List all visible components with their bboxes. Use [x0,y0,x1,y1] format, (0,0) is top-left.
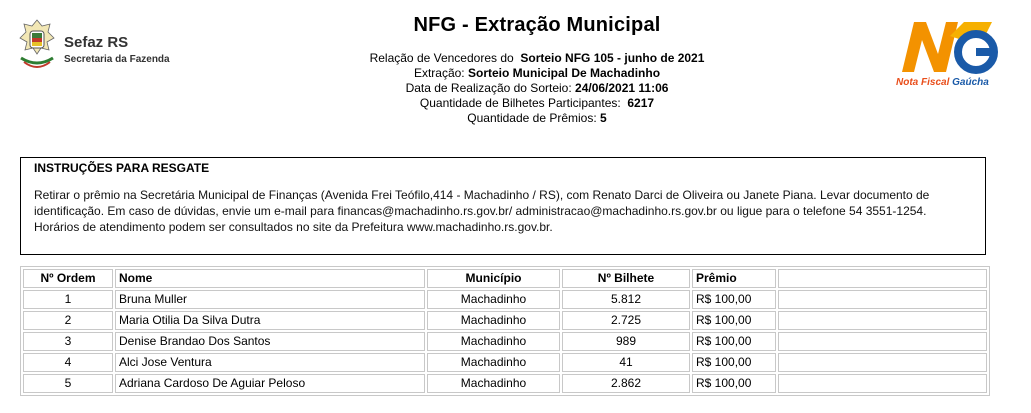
cell-premio: R$ 100,00 [692,332,776,351]
cell-premio: R$ 100,00 [692,374,776,393]
col-header-ordem: Nº Ordem [23,269,113,288]
winners-table [20,266,990,396]
bilhetes-line [300,96,774,111]
org-subtitle: Secretaria da Fazenda [64,54,170,65]
cell-municipio: Machadinho [427,332,560,351]
cell-nome: Denise Brandao Dos Santos [115,332,425,351]
relacao-value: Sorteio NFG 105 - junho de 2021 [520,51,705,65]
col-header-premio: Prêmio [692,269,776,288]
col-header-nome: Nome [115,269,425,288]
cell-ordem: 2 [23,311,113,330]
instructions-title: INSTRUÇÕES PARA RESGATE [34,161,210,175]
nfg-logo-text [896,77,989,88]
bilhetes-label: Quantidade de Bilhetes Participantes: [419,96,621,110]
rs-coat-of-arms-icon [16,18,58,72]
cell-bilhete: 5.812 [562,290,690,309]
col-header-municipio: Município [427,269,560,288]
premios-label: Quantidade de Prêmios: [467,111,597,125]
col-header-bilhete: Nº Bilhete [562,269,690,288]
instructions-box [20,157,986,255]
cell-municipio: Machadinho [427,311,560,330]
cell-ordem: 3 [23,332,113,351]
table-row [23,374,987,393]
cell-ordem: 1 [23,290,113,309]
cell-ordem: 4 [23,353,113,372]
table-row [23,332,987,351]
cell-empty [778,353,987,372]
extracao-line [300,66,774,81]
cell-bilhete: 989 [562,332,690,351]
cell-bilhete: 2.725 [562,311,690,330]
table-header-row [23,269,987,288]
cell-municipio: Machadinho [427,353,560,372]
nfg-logo [892,14,1002,94]
data-label: Data de Realização do Sorteio: [405,81,572,95]
cell-empty [778,332,987,351]
cell-premio: R$ 100,00 [692,311,776,330]
cell-premio: R$ 100,00 [692,353,776,372]
premios-line [300,111,774,126]
cell-empty [778,290,987,309]
relacao-line [300,51,774,66]
sefaz-logo [16,18,176,74]
cell-municipio: Machadinho [427,290,560,309]
nfg-logo-icon [892,14,1002,76]
table-row [23,290,987,309]
instructions-text: Retirar o prêmio na Secretária Municipal de Finanças (Avenida Frei Teófilo,414 - Machadinho / RS), com Renato Darci de Oliveira ou Janete Piana. Levar documento de identificação. Em caso de dúvidas, envie um e-mail para financas@machadinho.rs.gov.br/ administracao@machadinho.rs.gov.br ou ligue para o telefone 54 3551-1254. Horários de atendimento podem ser consultados no site da Prefeitura www.machadinho.rs.gov.br. [34,188,930,234]
cell-bilhete: 41 [562,353,690,372]
nfg-logo-text-1: Nota Fiscal [896,77,950,88]
page-title: NFG - Extração Municipal [413,14,661,36]
cell-municipio: Machadinho [427,374,560,393]
relacao-label: Relação de Vencedores do [369,51,514,65]
data-line [300,81,774,96]
cell-nome: Bruna Muller [115,290,425,309]
org-name: Sefaz RS [64,34,129,51]
col-header-empty [778,269,987,288]
report-header [300,14,774,126]
cell-nome: Adriana Cardoso De Aguiar Peloso [115,374,425,393]
cell-empty [778,374,987,393]
cell-ordem: 5 [23,374,113,393]
cell-premio: R$ 100,00 [692,290,776,309]
table-row [23,353,987,372]
bilhetes-value: 6217 [627,96,655,110]
cell-nome: Alci Jose Ventura [115,353,425,372]
nfg-logo-text-2: Gaúcha [952,77,989,88]
cell-nome: Maria Otilia Da Silva Dutra [115,311,425,330]
data-value: 24/06/2021 11:06 [575,81,669,95]
extracao-label: Extração: [413,66,465,80]
cell-empty [778,311,987,330]
extracao-value: Sorteio Municipal De Machadinho [468,66,661,80]
cell-bilhete: 2.862 [562,374,690,393]
premios-value: 5 [600,111,607,125]
table-row [23,311,987,330]
